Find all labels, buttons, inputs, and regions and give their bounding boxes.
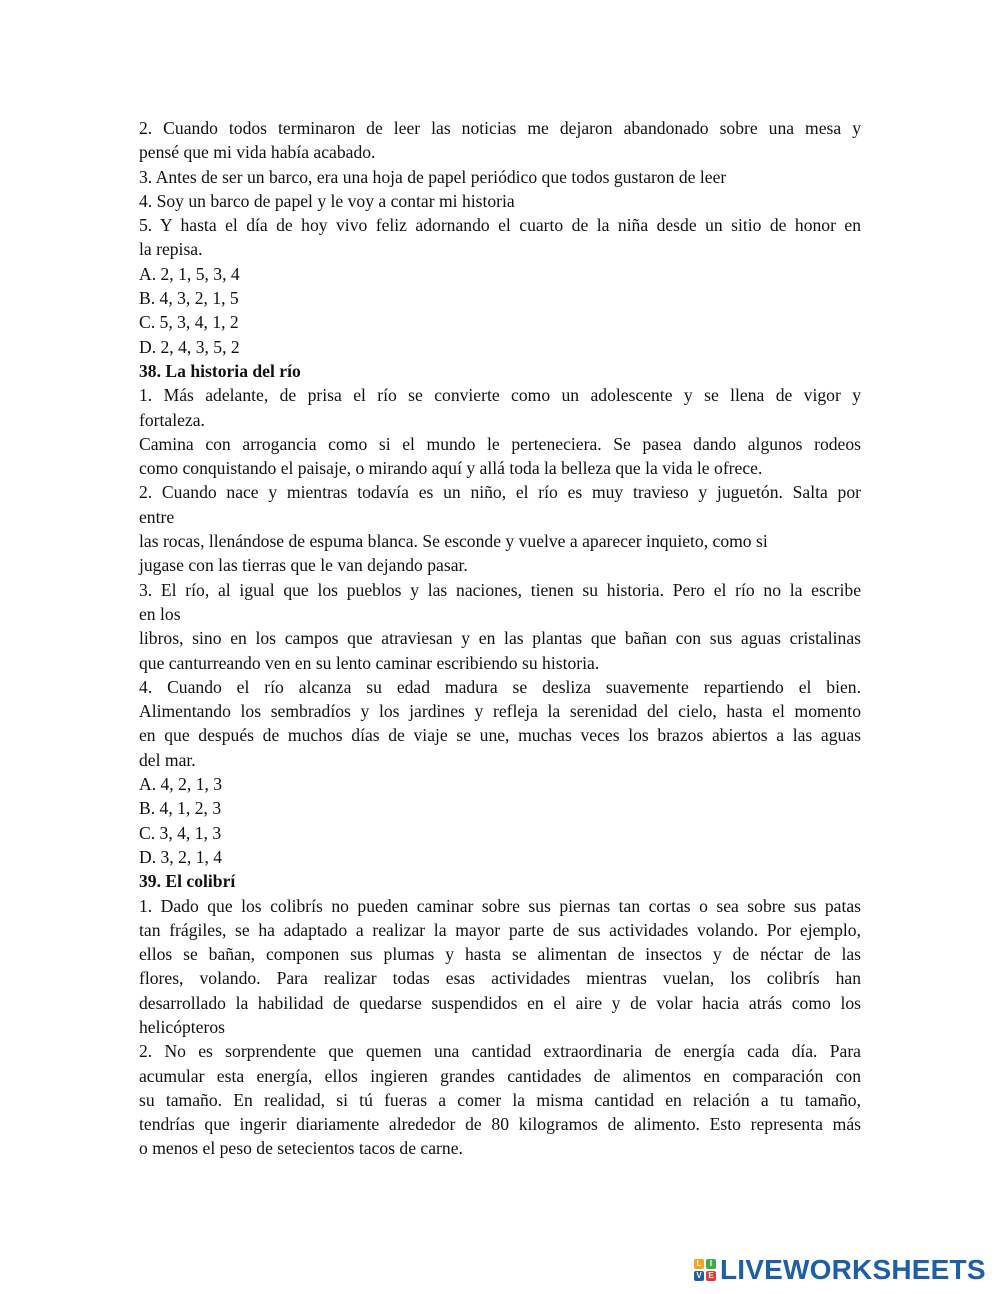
text-line: en que después de muchos días de viaje se une, muchas veces los brazos abiertos a las aguas — [139, 725, 861, 746]
text-line: Camina con arrogancia como si el mundo le perteneciera. Se pasea dando algunos rodeos — [139, 433, 861, 454]
text-line: 2. No es sorprendente que quemen una cantidad extraordinaria de energía cada día. Para — [139, 1041, 861, 1062]
text-line: C. 3, 4, 1, 3 — [139, 822, 222, 843]
text-line: fortaleza. — [139, 409, 205, 430]
text-line: helicópteros — [139, 1016, 225, 1037]
text-line: ellos se bañan, componen sus plumas y hasta se alimentan de insectos y de néctar de las — [139, 944, 861, 965]
text-line: Alimentando los sembradíos y los jardines y refleja la serenidad del cielo, hasta el momento — [139, 701, 861, 722]
text-line: desarrollado la habilidad de quedarse suspendidos en el aire y de volar hacia atrás como los — [139, 992, 861, 1013]
text-line: D. 2, 4, 3, 5, 2 — [139, 336, 240, 357]
text-line: libros, sino en los campos que atraviesan y en las plantas que bañan con sus aguas cristalinas — [139, 628, 861, 649]
logo-mark-tile: L — [694, 1259, 704, 1269]
text-line: que canturreando ven en su lento caminar escribiendo su historia. — [139, 652, 600, 673]
logo-mark-tile: I — [706, 1259, 716, 1269]
text-line: tan frágiles, se ha adaptado a realizar la mayor parte de sus actividades volando. Por ejemplo, — [139, 919, 861, 940]
text-line: entre — [139, 506, 175, 527]
text-line: jugase con las tierras que le van dejando pasar. — [139, 555, 468, 576]
text-line: 1. Más adelante, de prisa el río se convierte como un adolescente y se llena de vigor y — [139, 385, 861, 406]
text-line: A. 2, 1, 5, 3, 4 — [139, 263, 240, 284]
text-line: C. 5, 3, 4, 1, 2 — [139, 312, 239, 333]
text-line: 1. Dado que los colibrís no pueden caminar sobre sus piernas tan cortas o sea sobre sus patas — [139, 895, 861, 916]
logo-mark-tile: V — [694, 1271, 704, 1281]
text-line: tendrías que ingerir diariamente alrededor de 80 kilogramos de alimento. Esto representa más — [139, 1114, 861, 1135]
text-line: 3. Antes de ser un barco, era una hoja de papel periódico que todos gustaron de leer — [139, 166, 727, 187]
text-line: en los — [139, 603, 181, 624]
text-line: su tamaño. En realidad, si tú fueras a comer la misma cantidad en relación a tu tamaño, — [139, 1089, 861, 1110]
logo-mark-tile: E — [706, 1271, 716, 1281]
text-line: acumular esta energía, ellos ingieren grandes cantidades de alimentos en comparación con — [139, 1065, 861, 1086]
text-line: 2. Cuando todos terminaron de leer las noticias me dejaron abandonado sobre una mesa y — [139, 118, 861, 138]
text-line: B. 4, 3, 2, 1, 5 — [139, 288, 239, 309]
text-line: la repisa. — [139, 239, 203, 260]
text-line: A. 4, 2, 1, 3 — [139, 774, 223, 795]
logo-mark-icon — [694, 1259, 716, 1281]
text-line: 4. Soy un barco de papel y le voy a contar mi historia — [139, 190, 515, 211]
text-line: 3. El río, al igual que los pueblos y las naciones, tienen su historia. Pero el río no la escribe — [139, 579, 861, 600]
text-line: como conquistando el paisaje, o mirando aquí y allá toda la belleza que la vida le ofrece. — [139, 458, 763, 479]
text-line: o menos el peso de setecientos tacos de carne. — [139, 1138, 463, 1159]
text-line: 4. Cuando el río alcanza su edad madura se desliza suavemente repartiendo el bien. — [139, 676, 861, 697]
text-line: D. 3, 2, 1, 4 — [139, 846, 223, 867]
section-heading: 39. El colibrí — [139, 871, 236, 892]
text-line: flores, volando. Para realizar todas esas actividades mientras vuelan, los colibrís han — [139, 968, 861, 989]
worksheet-text — [139, 116, 861, 1161]
text-line: 5. Y hasta el día de hoy vivo feliz adornando el cuarto de la niña desde un sitio de honor en — [139, 215, 861, 236]
text-line: 2. Cuando nace y mientras todavía es un niño, el río es muy travieso y juguetón. Salta por — [139, 482, 861, 503]
text-line: del mar. — [139, 749, 196, 770]
liveworksheets-logo — [694, 1256, 986, 1284]
logo-text: LIVEWORKSHEETS — [720, 1254, 986, 1285]
section-heading: 38. La historia del río — [139, 360, 301, 381]
text-line: B. 4, 1, 2, 3 — [139, 798, 222, 819]
text-line: las rocas, llenándose de espuma blanca. Se esconde y vuelve a aparecer inquieto, como si — [139, 531, 768, 552]
text-line: pensé que mi vida había acabado. — [139, 142, 376, 163]
